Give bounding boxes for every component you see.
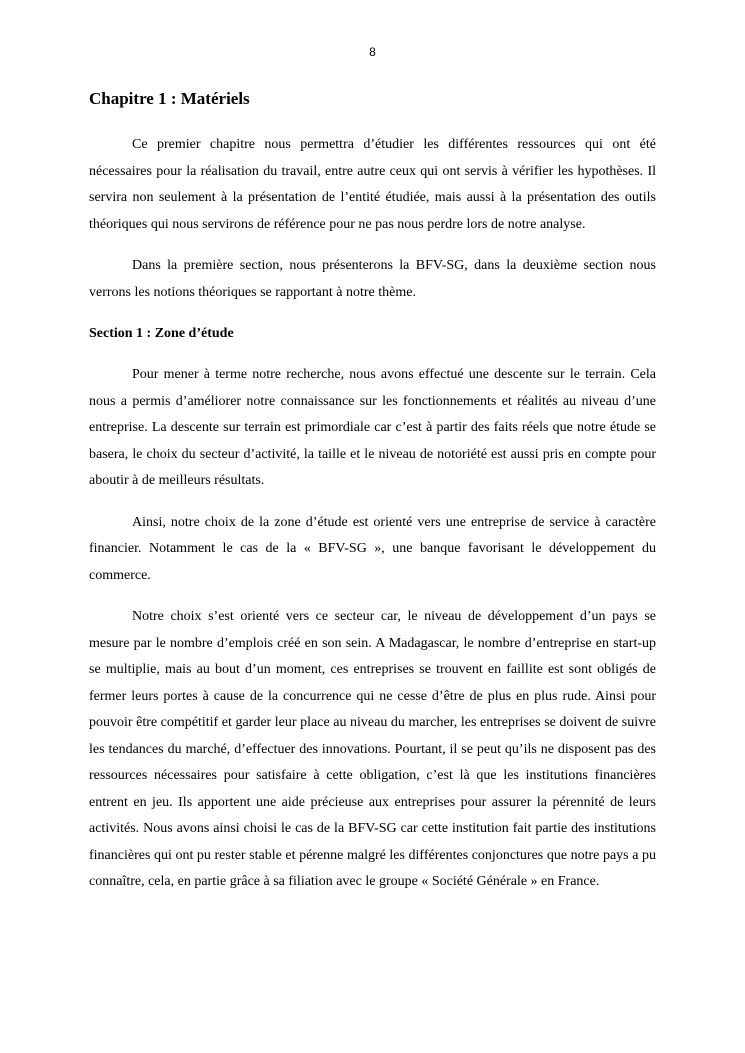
chapter-intro-paragraph-2: Dans la première section, nous présenterons la BFV-SG, dans la deuxième section nous verrons les notions théoriques se rapportant à notre thème. — [89, 258, 656, 300]
section-1-paragraph-3: Notre choix s’est orienté vers ce secteur car, le niveau de développement d’un pays se mesure par le nombre d’emplois créé en son sein. A Madagascar, le nombre d’entreprise en start-up se multiplie, mais au bout d’un moment, ces entreprises se trouvent en faillite est sont obligés de fermer leurs portes à cause de la concurrence qui ne cesse d’être de plus en plus rude. Ainsi pour pouvoir être compétitif et garder leur place au niveau du marcher, les entreprises se doivent de suivre les tendances du marché, d’effectuer des innovations. Pourtant, il se peut qu’ils ne disposent pas des ressources nécessaires pour satisfaire à cette obligation, c’est là que les institutions financières entrent en jeu. Ils apportent une aide précieuse aux entreprises pour assurer la pérennité de leurs activités. Nous avons ainsi choisi le cas de la BFV-SG car cette institution fait partie des institutions financières qui ont pu rester stable et pérenne malgré les différentes conjonctures que notre pays a pu connaître, cela, en partie grâce à sa filiation avec le groupe « Société Générale » en France. — [89, 609, 656, 889]
page-content — [89, 86, 656, 911]
chapter-title: Chapitre 1 : Matériels — [89, 89, 250, 108]
section-1-title: Section 1 : Zone d’étude — [89, 326, 234, 341]
page-number: 8 — [369, 45, 376, 59]
section-1-paragraph-2: Ainsi, notre choix de la zone d’étude est orienté vers une entreprise de service à caractère financier. Notamment le cas de la « BFV-SG », une banque favorisant le développement du commerce. — [89, 514, 656, 583]
section-1-paragraph-1: Pour mener à terme notre recherche, nous avons effectué une descente sur le terrain. Cela nous a permis d’améliorer notre connaissance sur les fonctionnements et réalités au niveau d’une entreprise. La descente sur terrain est primordiale car c’est à partir des faits réels que notre étude se basera, le choix du secteur d’activité, la taille et le niveau de notoriété est aussi pris en compte pour aboutir à de meilleurs résultats. — [89, 367, 656, 488]
chapter-intro-paragraph-1: Ce premier chapitre nous permettra d’étudier les différentes ressources qui ont été nécessaires pour la réalisation du travail, entre autre ceux qui ont servis à vérifier les hypothèses. Il servira non seulement à la présentation de l’entité étudiée, mais aussi à la présentation des outils théoriques qui nous servirons de référence pour ne pas nous perdre lors de notre analyse. — [89, 137, 656, 232]
